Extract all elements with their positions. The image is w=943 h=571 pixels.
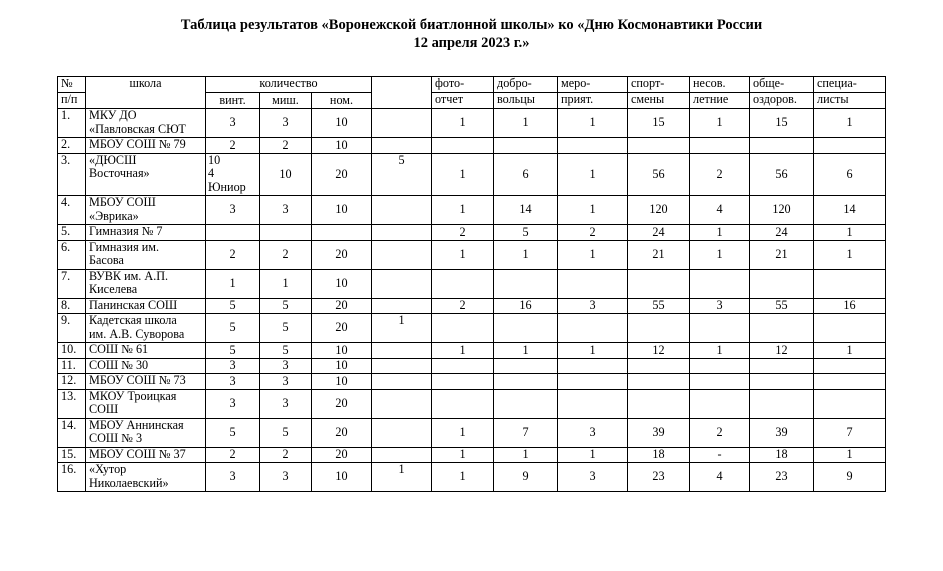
cell-nom: 10 [312,196,372,225]
cell-vint [206,463,260,492]
school-name [86,109,206,138]
cell-events [558,314,628,343]
cell-volunteers: 14 [494,196,558,225]
cell-health: 56 [750,153,814,196]
cell-minors: - [690,447,750,463]
school-name-line: МКУ ДО [89,108,137,122]
cell-specialists: 1 [814,447,886,463]
cell-vint [206,269,260,298]
cell-volunteers [494,138,558,154]
cell-ski [372,358,432,374]
cell-nom: 20 [312,240,372,269]
table-row [58,374,886,390]
cell-nom [312,225,372,241]
school-name-line: Николаевский» [89,475,169,490]
cell-health: 12 [750,343,814,359]
cell-volunteers [494,269,558,298]
vint-value-line: 3 [229,358,236,372]
results-table [57,76,886,492]
row-number: 12. [58,374,86,390]
cell-specialists [814,269,886,298]
cell-health [750,314,814,343]
cell-minors: 2 [690,418,750,447]
school-name-line: СОШ № 30 [89,358,149,372]
cell-health: 23 [750,463,814,492]
cell-nom: 10 [312,358,372,374]
cell-vint [206,240,260,269]
cell-events: 1 [558,343,628,359]
cell-sport: 15 [628,109,690,138]
cell-health [750,138,814,154]
cell-sport [628,358,690,374]
school-name [86,389,206,418]
cell-photo: 1 [432,418,494,447]
cell-sport: 55 [628,298,690,314]
cell-mish: 2 [260,447,312,463]
cell-photo [432,138,494,154]
cell-nom: 20 [312,314,372,343]
header-health: обще- [750,77,814,93]
vint-value-line: 3 [229,395,236,410]
cell-events: 2 [558,225,628,241]
school-name-line: «ДЮСШ [89,153,137,167]
cell-health [750,389,814,418]
school-name [86,196,206,225]
cell-sport: 21 [628,240,690,269]
cell-minors: 1 [690,109,750,138]
table-row [58,463,886,492]
cell-mish: 3 [260,374,312,390]
row-number: 9. [58,314,86,343]
cell-ski [372,389,432,418]
school-name [86,447,206,463]
cell-events: 1 [558,153,628,196]
cell-ski [372,374,432,390]
cell-photo [432,269,494,298]
header-nom: ном. [312,93,372,109]
row-number: 3. [58,153,86,196]
cell-ski [372,298,432,314]
cell-health: 120 [750,196,814,225]
header-sport: спорт- [628,77,690,93]
cell-photo [432,358,494,374]
cell-events: 1 [558,447,628,463]
cell-nom: 10 [312,463,372,492]
cell-minors [690,389,750,418]
school-name [86,374,206,390]
vint-value-line: 3 [229,115,236,130]
cell-health: 55 [750,298,814,314]
cell-mish: 3 [260,358,312,374]
cell-volunteers: 1 [494,447,558,463]
school-name [86,138,206,154]
header-school: школа [86,77,206,109]
cell-specialists: 7 [814,418,886,447]
cell-minors: 3 [690,298,750,314]
school-name-line: Восточная» [89,166,150,180]
header-mish: миш. [260,93,312,109]
row-number: 11. [58,358,86,374]
cell-mish: 5 [260,314,312,343]
cell-specialists: 1 [814,109,886,138]
cell-nom: 20 [312,389,372,418]
school-name-line: Киселева [89,282,138,296]
table-row [58,240,886,269]
cell-sport: 120 [628,196,690,225]
cell-volunteers [494,374,558,390]
cell-ski [372,343,432,359]
cell-photo: 2 [432,225,494,241]
cell-volunteers: 1 [494,343,558,359]
cell-sport [628,269,690,298]
cell-photo: 1 [432,196,494,225]
cell-minors: 2 [690,153,750,196]
cell-events [558,138,628,154]
cell-ski [372,109,432,138]
cell-minors [690,314,750,343]
cell-minors [690,374,750,390]
cell-photo: 1 [432,109,494,138]
cell-vint [206,389,260,418]
vint-value-line: Юниор [208,179,246,194]
cell-photo: 1 [432,447,494,463]
table-row [58,358,886,374]
cell-events [558,358,628,374]
cell-photo: 1 [432,240,494,269]
school-name-line: СОШ № 3 [89,431,143,445]
cell-health [750,269,814,298]
cell-photo [432,389,494,418]
cell-events: 1 [558,109,628,138]
cell-specialists: 1 [814,240,886,269]
cell-ski [372,225,432,241]
cell-health: 39 [750,418,814,447]
school-name-line: «Павловская СЮТ [89,121,186,136]
cell-photo: 2 [432,298,494,314]
row-number: 13. [58,389,86,418]
cell-events: 3 [558,418,628,447]
table-row [58,389,886,418]
row-number: 10. [58,343,86,359]
cell-specialists: 6 [814,153,886,196]
cell-mish: 5 [260,418,312,447]
cell-events [558,389,628,418]
header-photo: фото- [432,77,494,93]
cell-mish: 3 [260,463,312,492]
cell-vint [206,447,260,463]
cell-volunteers [494,389,558,418]
cell-specialists: 1 [814,343,886,359]
cell-specialists: 16 [814,298,886,314]
cell-specialists [814,389,886,418]
cell-specialists [814,374,886,390]
school-name-line: МБОУ Аннинская [89,418,184,432]
cell-sport: 56 [628,153,690,196]
header-specialists: специа- [814,77,886,93]
cell-mish: 10 [260,153,312,196]
cell-specialists [814,138,886,154]
row-number: 5. [58,225,86,241]
header-specialists-bottom: листы [814,93,886,109]
cell-events: 3 [558,463,628,492]
cell-events [558,374,628,390]
cell-minors: 4 [690,196,750,225]
vint-value-line: 3 [229,373,236,388]
cell-sport [628,314,690,343]
cell-specialists [814,314,886,343]
school-name [86,314,206,343]
header-vint: винт. [206,93,260,109]
cell-volunteers [494,358,558,374]
cell-vint [206,343,260,359]
vint-value-line: 5 [229,298,236,312]
cell-ski [372,447,432,463]
header-photo-bottom: отчет [432,93,494,109]
school-name-line: Панинская СОШ [89,298,178,312]
cell-ski [372,240,432,269]
cell-nom: 10 [312,269,372,298]
title-line-2: 12 апреля 2023 г.» [413,35,530,51]
vint-value-line: 2 [229,447,236,461]
school-name-line: МКОУ Троицкая [89,389,177,403]
cell-specialists: 14 [814,196,886,225]
cell-minors: 1 [690,240,750,269]
cell-specialists: 9 [814,463,886,492]
cell-sport: 23 [628,463,690,492]
cell-sport: 24 [628,225,690,241]
vint-value-line: 4 [208,166,215,180]
school-name-line: СОШ [89,402,119,416]
school-name-line: МБОУ СОШ [89,195,156,209]
cell-minors: 1 [690,343,750,359]
cell-volunteers: 1 [494,240,558,269]
header-volunteers-bottom: вольцы [494,93,558,109]
cell-nom: 20 [312,418,372,447]
cell-photo [432,314,494,343]
cell-mish: 5 [260,298,312,314]
vint-value-line: 3 [229,469,236,484]
cell-minors [690,269,750,298]
cell-volunteers: 6 [494,153,558,196]
cell-specialists [814,358,886,374]
cell-vint [206,153,260,196]
cell-volunteers: 9 [494,463,558,492]
school-name [86,153,206,196]
header-events-bottom: прият. [558,93,628,109]
school-name-line: СОШ № 61 [89,342,149,356]
cell-sport [628,374,690,390]
table-row [58,109,886,138]
header-minors: несов. [690,77,750,93]
cell-mish: 2 [260,240,312,269]
cell-mish: 5 [260,343,312,359]
cell-vint [206,196,260,225]
cell-sport [628,389,690,418]
cell-sport: 12 [628,343,690,359]
row-number: 15. [58,447,86,463]
row-number: 7. [58,269,86,298]
cell-nom: 20 [312,153,372,196]
cell-events: 1 [558,240,628,269]
cell-volunteers: 5 [494,225,558,241]
school-name [86,358,206,374]
cell-health: 15 [750,109,814,138]
header-volunteers: добро- [494,77,558,93]
cell-sport: 39 [628,418,690,447]
document-title [0,16,943,52]
cell-mish [260,225,312,241]
vint-value-line: 2 [229,246,236,261]
vint-value-line: 5 [229,342,236,357]
cell-photo: 1 [432,153,494,196]
cell-events: 1 [558,196,628,225]
school-name-line: Гимназия № 7 [89,224,163,238]
row-number: 4. [58,196,86,225]
cell-vint [206,358,260,374]
school-name-line: МБОУ СОШ № 73 [89,373,186,387]
row-number: 8. [58,298,86,314]
cell-health: 18 [750,447,814,463]
cell-sport [628,138,690,154]
header-num-bottom: п/п [58,93,86,109]
school-name [86,298,206,314]
school-name-line: МБОУ СОШ № 79 [89,137,186,151]
cell-vint [206,314,260,343]
cell-health [750,374,814,390]
header-row-1 [58,77,886,93]
cell-ski: 5 [372,153,432,196]
cell-ski [372,269,432,298]
header-num: № [58,77,86,93]
cell-photo: 1 [432,343,494,359]
cell-vint [206,298,260,314]
school-name-line: МБОУ СОШ № 37 [89,447,186,461]
cell-nom: 20 [312,298,372,314]
vint-value-line: 3 [229,202,236,217]
header-quantity: количество [206,77,372,93]
cell-volunteers: 16 [494,298,558,314]
cell-ski: 1 [372,463,432,492]
table-row [58,343,886,359]
cell-mish: 1 [260,269,312,298]
cell-minors [690,138,750,154]
cell-health: 24 [750,225,814,241]
header-events: меро- [558,77,628,93]
school-name [86,343,206,359]
cell-vint [206,418,260,447]
school-name-line: ВУВК им. А.П. [89,269,169,283]
table-row [58,314,886,343]
school-name [86,418,206,447]
table-row [58,298,886,314]
cell-events: 3 [558,298,628,314]
table-row [58,138,886,154]
school-name [86,225,206,241]
school-name-line: Басова [89,253,124,267]
cell-nom: 10 [312,374,372,390]
cell-photo [432,374,494,390]
cell-volunteers: 1 [494,109,558,138]
cell-ski [372,418,432,447]
cell-health [750,358,814,374]
school-name [86,269,206,298]
cell-nom: 10 [312,138,372,154]
table-row [58,418,886,447]
table-row [58,196,886,225]
cell-ski: 1 [372,314,432,343]
school-name-line: Гимназия им. [89,240,160,254]
table-row [58,225,886,241]
cell-photo: 1 [432,463,494,492]
cell-mish: 2 [260,138,312,154]
row-number: 1. [58,109,86,138]
vint-value-line: 2 [229,137,236,152]
cell-volunteers [494,314,558,343]
row-number: 6. [58,240,86,269]
cell-minors: 4 [690,463,750,492]
cell-vint [206,109,260,138]
cell-nom: 20 [312,447,372,463]
row-number: 16. [58,463,86,492]
cell-events [558,269,628,298]
header-minors-bottom: летние [690,93,750,109]
row-number: 2. [58,138,86,154]
vint-value-line: 5 [229,320,236,335]
row-number: 14. [58,418,86,447]
school-name [86,240,206,269]
header-ski-top [372,77,432,109]
cell-minors [690,358,750,374]
cell-volunteers: 7 [494,418,558,447]
school-name-line: Кадетская школа [89,313,177,327]
cell-nom: 10 [312,109,372,138]
school-name-line: «Хутор [89,462,127,476]
cell-nom: 10 [312,343,372,359]
vint-value-line: 10 [208,153,221,167]
header-sport-bottom: смены [628,93,690,109]
table-row [58,447,886,463]
table-row [58,269,886,298]
cell-ski [372,138,432,154]
cell-specialists: 1 [814,225,886,241]
cell-vint [206,138,260,154]
title-line-1: Таблица результатов «Воронежской биатлонной школы» ко «Дню Космонавтики России [180,17,763,33]
cell-minors: 1 [690,225,750,241]
cell-sport: 18 [628,447,690,463]
cell-health: 21 [750,240,814,269]
header-health-bottom: оздоров. [750,93,814,109]
school-name-line: им. А.В. Суворова [89,326,185,341]
table-row [58,153,886,196]
school-name [86,463,206,492]
school-name-line: «Эврика» [89,208,139,223]
vint-value-line: 1 [229,275,236,290]
cell-mish: 3 [260,389,312,418]
cell-vint [206,225,260,241]
vint-value-line: 5 [229,424,236,439]
cell-mish: 3 [260,109,312,138]
cell-mish: 3 [260,196,312,225]
cell-vint [206,374,260,390]
cell-ski [372,196,432,225]
